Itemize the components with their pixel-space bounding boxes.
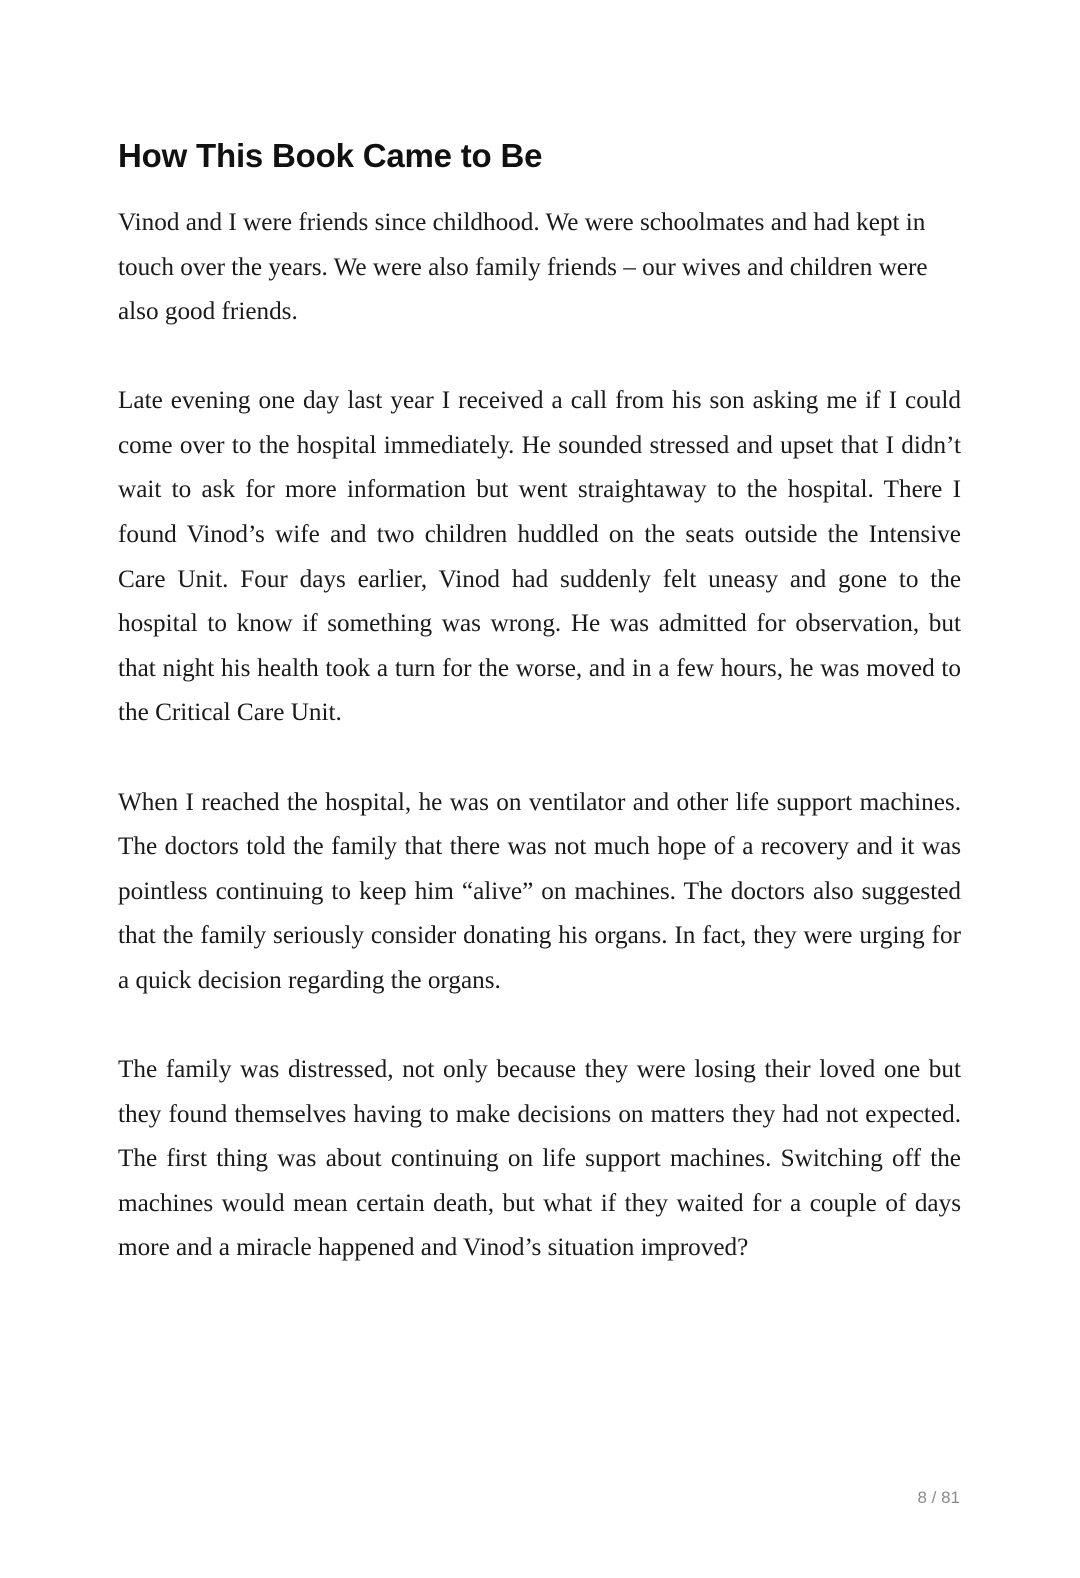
page-number-indicator: 8 / 81 xyxy=(917,1488,960,1507)
paragraph-2: Late evening one day last year I received a call from his son asking me if I could come over to the hospital immediately. He sounded stressed and upset that I didn’t wait to ask for more information but went straightaway to the hospital. There I found Vinod’s wife and two children huddled on the seats outside the Intensive Care Unit. Four days earlier, Vinod had suddenly felt uneasy and gone to the hospital to know if something was wrong. He was admitted for observation, but that night his health took a turn for the worse, and in a few hours, he was moved to the Critical Care Unit. xyxy=(118,387,961,727)
paragraph-3: When I reached the hospital, he was on ventilator and other life support machines. The doctors told the family that there was not much hope of a recovery and it was pointless continuing to keep him “alive” on machines. The doctors also suggested that the family seriously consider donating his organs. In fact, they were urging for a quick decision regarding the organs. xyxy=(118,788,961,994)
page-content xyxy=(118,134,961,1315)
paragraph-4: The family was distressed, not only because they were losing their loved one but they found themselves having to make decisions on matters they had not expected. The first thing was about continuing on life support machines. Switching off the machines would mean certain death, but what if they waited for a couple of days more and a miracle happened and Vinod’s situation improved? xyxy=(118,1056,961,1262)
chapter-heading: How This Book Came to Be xyxy=(118,137,543,174)
paragraph-1: Vinod and I were friends since childhood. We were schoolmates and had kept in touch over the years. We were also family friends – our wives and children were also good friends. xyxy=(118,209,928,326)
